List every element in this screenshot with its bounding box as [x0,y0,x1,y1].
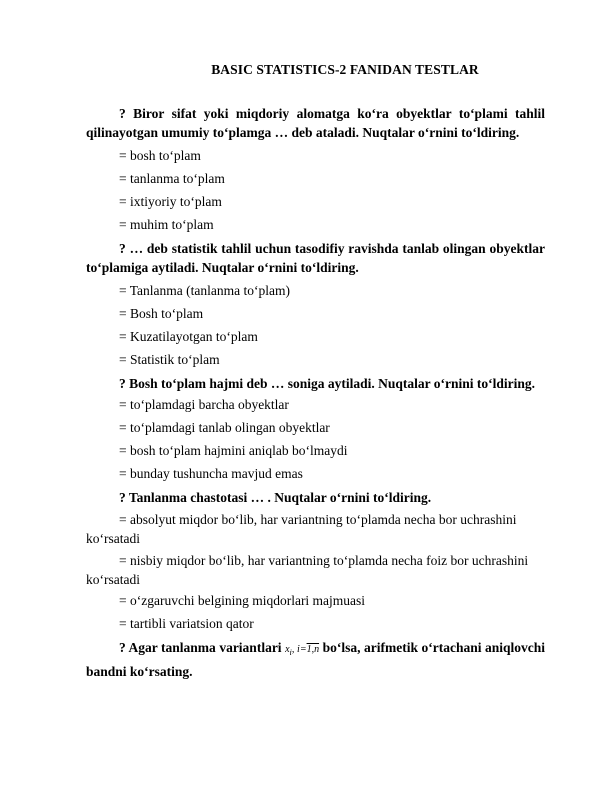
answer-3-2: = to‘plamdagi tanlab olingan obyektlar [119,420,330,435]
answer-4-3: = o‘zgaruvchi belgining miqdorlari majmuasi [119,593,366,608]
math-range: 1,n [306,644,320,655]
answer-4-2: = nisbiy miqdor bo‘lib, har variantning to‘plamda necha foiz bor uchrashini ko‘rsatadi [86,553,529,587]
question-5-text-before: ? Agar tanlanma variantlari [119,640,282,655]
answer-3-4: = bunday tushuncha mavjud emas [119,466,303,481]
answer-2-1: = Tanlanma (tanlanma to‘plam) [119,283,290,298]
question-1: ? Biror sifat yoki miqdoriy alomatga ko‘ra obyektlar to‘plami tahlil qilinayotgan umumiy to‘plamga … deb ataladi. Nuqtalar o‘rnini to‘ldiring. [86,106,545,140]
answer-3-3: = bosh to‘plam hajmini aniqlab bo‘lmaydi [119,443,348,458]
answer-2-3: = Kuzatilayotgan to‘plam [119,329,258,344]
document-body [86,104,545,686]
question-5-text-after: bo‘lsa, arifmetik o‘rtachani aniqlovchi bandni ko‘rsating. [86,640,546,679]
answer-2-2: = Bosh to‘plam [119,306,204,321]
math-index: i [297,644,300,655]
question-5 [86,638,545,681]
answer-1-3: = ixtiyoriy to‘plam [119,194,222,209]
answer-1-4: = muhim to‘plam [119,217,214,232]
math-formula [285,644,319,655]
math-comma: , [291,644,295,655]
answer-4-1: = absolyut miqdor bo‘lib, har variantning to‘plamda necha bor uchrashini ko‘rsatadi [86,512,517,546]
answer-1-2: = tanlanma to‘plam [119,171,225,186]
answer-4-4: = tartibli variatsion qator [119,616,254,631]
document-title: BASIC STATISTICS-2 FANIDAN TESTLAR [211,62,479,77]
math-subscript: i [289,648,292,657]
answer-2-4: = Statistik to‘plam [119,352,220,367]
math-equals: = [299,644,307,655]
question-4: ? Tanlanma chastotasi … . Nuqtalar o‘rnini to‘ldiring. [119,490,432,505]
math-variable: x [285,644,290,655]
answer-3-1: = to‘plamdagi barcha obyektlar [119,397,289,412]
answer-1-1: = bosh to‘plam [119,148,201,163]
question-2: ? … deb statistik tahlil uchun tasodifiy ravishda tanlab olingan obyektlar to‘plamiga aytiladi. Nuqtalar o‘rnini to‘ldiring. [86,241,545,275]
question-3: ? Bosh to‘plam hajmi deb … soniga aytiladi. Nuqtalar o‘rnini to‘ldiring. [119,376,536,391]
